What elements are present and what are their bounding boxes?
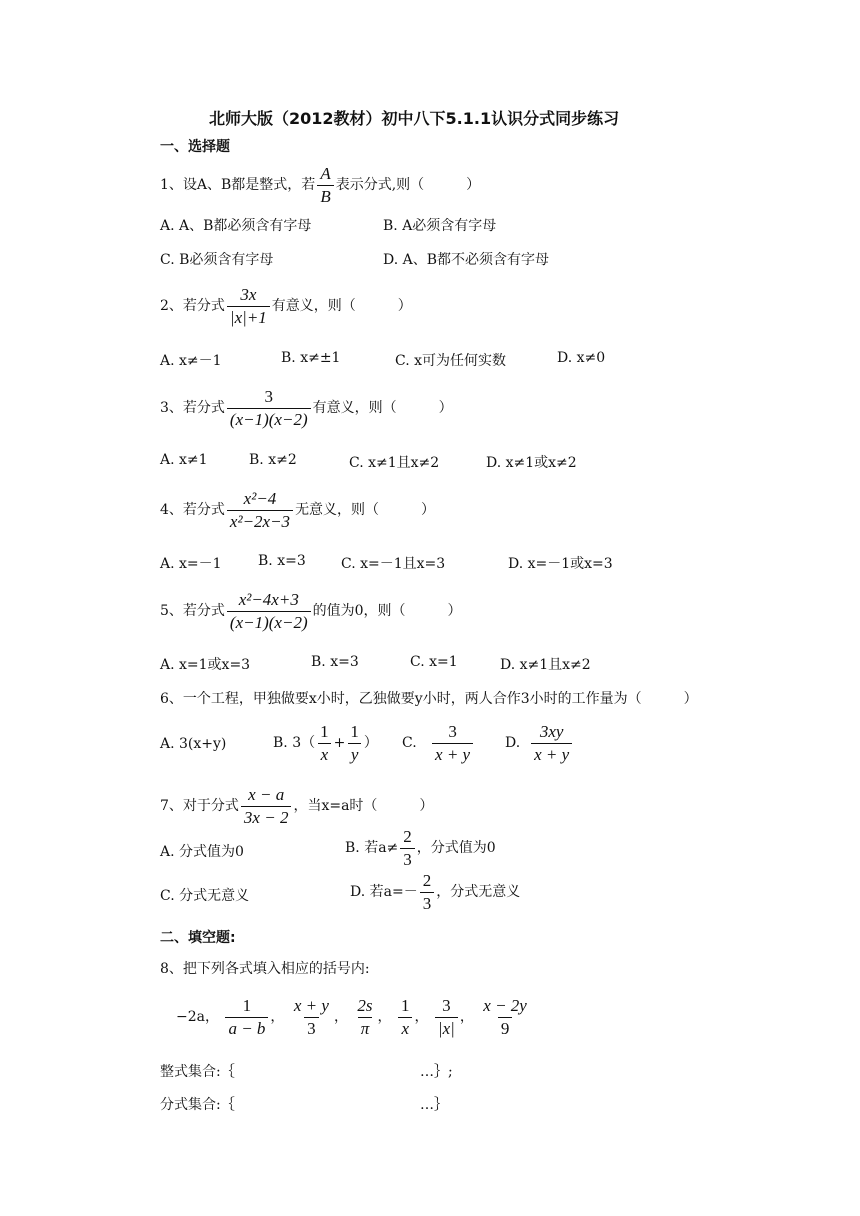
fraction-q3: $\frac{3}{(x-1)(x-2)}$ xyxy=(227,387,311,429)
q1-option-c: C. B必须含有字母 xyxy=(160,252,274,268)
question-1-stem-end: 表示分式,则（ ） xyxy=(335,177,481,194)
q8-expressions xyxy=(176,996,532,1038)
q6-option-c xyxy=(402,722,475,764)
q7-option-c: C. 分式无意义 xyxy=(160,888,250,904)
q3-option-c: C. x≠1且x≠2 xyxy=(349,455,440,471)
q3-option-d: D. x≠1或x≠2 xyxy=(486,455,577,471)
fraction-q6-d: $\frac{3xy}{x + y}$ xyxy=(531,722,572,764)
fraction-a-over-b: $\frac{A}{B}$ xyxy=(317,164,333,206)
q5-option-b: B. x=3 xyxy=(311,654,359,670)
question-3-stem-end: 有意义，则（ ） xyxy=(312,400,453,417)
separator: ， xyxy=(333,1009,348,1026)
fraction-two-thirds-d: $\frac{2}{3}$ xyxy=(420,871,435,913)
expr-2s-over-pi: $\frac{2s}{\pi}$ xyxy=(357,996,373,1038)
question-5-stem: 5、若分式 xyxy=(160,603,225,620)
expr-x-plus-y-over-3: $\frac{x + y}{3}$ xyxy=(293,996,329,1038)
expr-1-over-x: $\frac{1}{x}$ xyxy=(398,996,413,1038)
q6-option-c-prefix: C. xyxy=(402,735,417,752)
q1-option-b: B. A必须含有字母 xyxy=(383,218,497,234)
fraction-q5: $\frac{\text{x²−4x+3}}{(x-1)(x-2)}$ xyxy=(227,590,311,632)
separator: ， xyxy=(459,1009,474,1026)
q3-option-a: A. x≠1 xyxy=(160,452,208,468)
q6-option-a: A. 3(x+y) xyxy=(160,736,227,752)
q5-option-a: A. x=1或x=3 xyxy=(160,657,251,673)
fraction-two-thirds-b: $\frac{2}{3}$ xyxy=(400,827,415,869)
q7-option-b-prefix: B. 若a≠ xyxy=(345,840,399,857)
fraction-set-label: 分式集合:｛ xyxy=(160,1097,235,1113)
fraction-set-end: …｝ xyxy=(420,1097,448,1113)
question-7 xyxy=(160,785,433,827)
question-2-stem: 2、若分式 xyxy=(160,298,225,315)
question-8: 8、把下列各式填入相应的括号内: xyxy=(160,961,370,977)
fraction-q7: $\frac{x - a}{3x - 2}$ xyxy=(241,785,292,827)
plus-sign: + xyxy=(333,735,346,752)
fraction-one-over-x: $\frac{1}{x}$ xyxy=(317,722,332,764)
q4-option-c: C. x=－1且x=3 xyxy=(341,556,446,572)
expr-neg-2a: −2a， xyxy=(176,1009,219,1026)
q7-option-a: A. 分式值为0 xyxy=(160,844,244,860)
q4-option-b: B. x=3 xyxy=(258,553,306,569)
q7-option-d xyxy=(350,871,520,913)
q6-option-d xyxy=(505,722,574,764)
q5-option-c: C. x=1 xyxy=(410,654,458,670)
expr-3-over-abs-x: $\frac{3}{|x|}$ xyxy=(435,996,458,1038)
q6-option-b xyxy=(273,722,378,764)
question-5-stem-end: 的值为0，则（ ） xyxy=(312,603,462,620)
question-3 xyxy=(160,387,453,429)
q2-option-c: C. x可为任何实数 xyxy=(395,353,507,369)
question-4 xyxy=(160,489,435,531)
separator: ， xyxy=(414,1009,429,1026)
q4-option-d: D. x=－1或x=3 xyxy=(508,556,613,572)
q6-option-b-prefix: B. 3（ xyxy=(273,735,316,752)
question-7-stem: 7、对于分式 xyxy=(160,798,239,815)
question-3-stem: 3、若分式 xyxy=(160,400,225,417)
fraction-one-over-y: $\frac{1}{y}$ xyxy=(347,722,362,764)
question-1-stem: 1、设A、B都是整式，若 xyxy=(160,177,316,194)
q2-option-b: B. x≠±1 xyxy=(281,350,341,366)
question-4-stem: 4、若分式 xyxy=(160,502,225,519)
separator: ， xyxy=(270,1009,285,1026)
question-5 xyxy=(160,590,462,632)
integer-set-end: …｝; xyxy=(420,1064,453,1080)
separator: ， xyxy=(377,1009,392,1026)
question-4-stem-end: 无意义，则（ ） xyxy=(295,502,436,519)
q6-option-b-suffix: ） xyxy=(363,735,378,752)
fraction-q6-c: $\frac{3}{x + y}$ xyxy=(432,722,473,764)
q2-option-d: D. x≠0 xyxy=(557,350,606,366)
q5-option-d: D. x≠1且x≠2 xyxy=(500,657,591,673)
expr-x-minus-2y-over-9: $\frac{x - 2y}{9}$ xyxy=(483,996,527,1038)
fraction-q4: $\frac{\text{x²−4}}{\text{x²−2x−3}}$ xyxy=(227,489,293,531)
q2-option-a: A. x≠－1 xyxy=(160,353,222,369)
question-6: 6、一个工程，甲独做要x小时，乙独做要y小时，两人合作3小时的工作量为（ ） xyxy=(160,691,698,707)
q7-option-d-suffix: ，分式无意义 xyxy=(436,884,521,901)
integer-set-label: 整式集合:｛ xyxy=(160,1064,235,1080)
q1-option-a: A. A、B都必须含有字母 xyxy=(160,218,312,234)
question-2 xyxy=(160,285,412,327)
question-2-stem-end: 有意义，则（ ） xyxy=(271,298,412,315)
q7-option-b xyxy=(345,827,496,869)
q7-option-b-suffix: ，分式值为0 xyxy=(416,840,496,857)
section-heading-fill: 二、填空题: xyxy=(160,930,236,946)
q6-option-d-prefix: D. xyxy=(505,735,521,752)
q3-option-b: B. x≠2 xyxy=(249,452,297,468)
q7-option-d-prefix: D. 若a=－ xyxy=(350,884,418,901)
fraction-q2: $\frac{3x}{|x|+1}$ xyxy=(227,285,270,327)
q4-option-a: A. x=－1 xyxy=(160,556,222,572)
question-7-stem-end: ，当x=a时（ ） xyxy=(293,798,434,815)
page-title: 北师大版（2012教材）初中八下5.1.1认识分式同步练习 xyxy=(209,109,620,128)
question-1 xyxy=(160,164,480,206)
q1-option-d: D. A、B都不必须含有字母 xyxy=(383,252,550,268)
section-heading-choice: 一、选择题 xyxy=(160,139,230,155)
expr-1-over-a-minus-b: $\frac{1}{a - b}$ xyxy=(225,996,268,1038)
